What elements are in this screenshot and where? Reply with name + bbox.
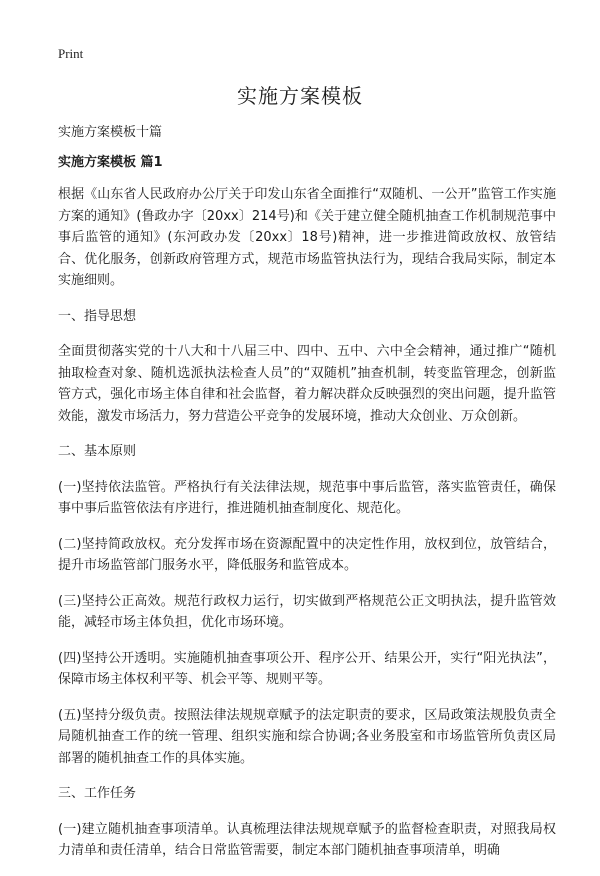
principle-paragraph-4: (四)坚持公开透明。实施随机抽查事项公开、程序公开、结果公开，实行“阳光执法”，保障市场主体权利平等、机会平等、规则平等。 (58, 650, 556, 687)
section-title: 实施方案模板 篇1 (58, 155, 163, 170)
principle-paragraph-2: (二)坚持简政放权。充分发挥市场在资源配置中的决定性作用，放权到位，放管结合，提升市场监管部门服务水平，降低服务和监管成本。 (58, 536, 556, 573)
principle-paragraph-1: (一)坚持依法监管。严格执行有关法律法规，规范事中事后监管，落实监管责任，确保事中事后监管依法有序进行，推进随机抽查制度化、规范化。 (58, 479, 556, 516)
document-title: 实施方案模板 (237, 84, 363, 108)
heading-basic-principles: 二、基本原则 (58, 444, 137, 459)
document-body (58, 151, 556, 876)
work-task-paragraph-1: (一)建立随机抽查事项清单。认真梳理法律法规规章赋予的监督检查职责，对照我局权力清单和责任清单，结合日常监管需要，制定本部门随机抽查事项清单，明确 (58, 821, 556, 858)
intro-paragraph: 根据《山东省人民政府办公厅关于印发山东省全面推行“双随机、一公开”监管工作实施方案的通知》(鲁政办字〔20xx〕214号)和《关于建立健全随机抽查工作机制规范事中事后监管的通知》(东河政办发〔20xx〕18号)精神，进一步推进简政放权、放管结合、优化服务，创新政府管理方式，规范市场监管执法行为，现结合我局实际，制定本实施细则。 (58, 187, 556, 288)
guiding-ideology-paragraph: 全面贯彻落实党的十八大和十八届三中、四中、五中、六中全会精神，通过推广“随机抽取检查对象、随机选派执法检查人员”的“双随机”抽查机制，转变监管理念，创新监管方式，强化市场主体自律和社会监督，着力解决群众反映强烈的突出问题，提升监管效能，激发市场活力，努力营造公平竞争的发展环境，推动大众创业、万众创新。 (58, 344, 556, 424)
principle-paragraph-5: (五)坚持分级负责。按照法律法规规章赋予的法定职责的要求，区局政策法规股负责全局随机抽查工作的统一管理、组织实施和综合协调;各业务股室和市场监管所负责区局部署的随机抽查工作的具体实施。 (58, 707, 556, 766)
principle-paragraph-3: (三)坚持公正高效。规范行政权力运行，切实做到严格规范公正文明执法，提升监管效能，减轻市场主体负担，优化市场环境。 (58, 593, 556, 630)
print-link[interactable]: Print (58, 46, 84, 61)
heading-guiding-ideology: 一、指导思想 (58, 308, 137, 324)
heading-work-tasks: 三、工作任务 (58, 786, 137, 801)
document-subtitle: 实施方案模板十篇 (58, 125, 163, 140)
